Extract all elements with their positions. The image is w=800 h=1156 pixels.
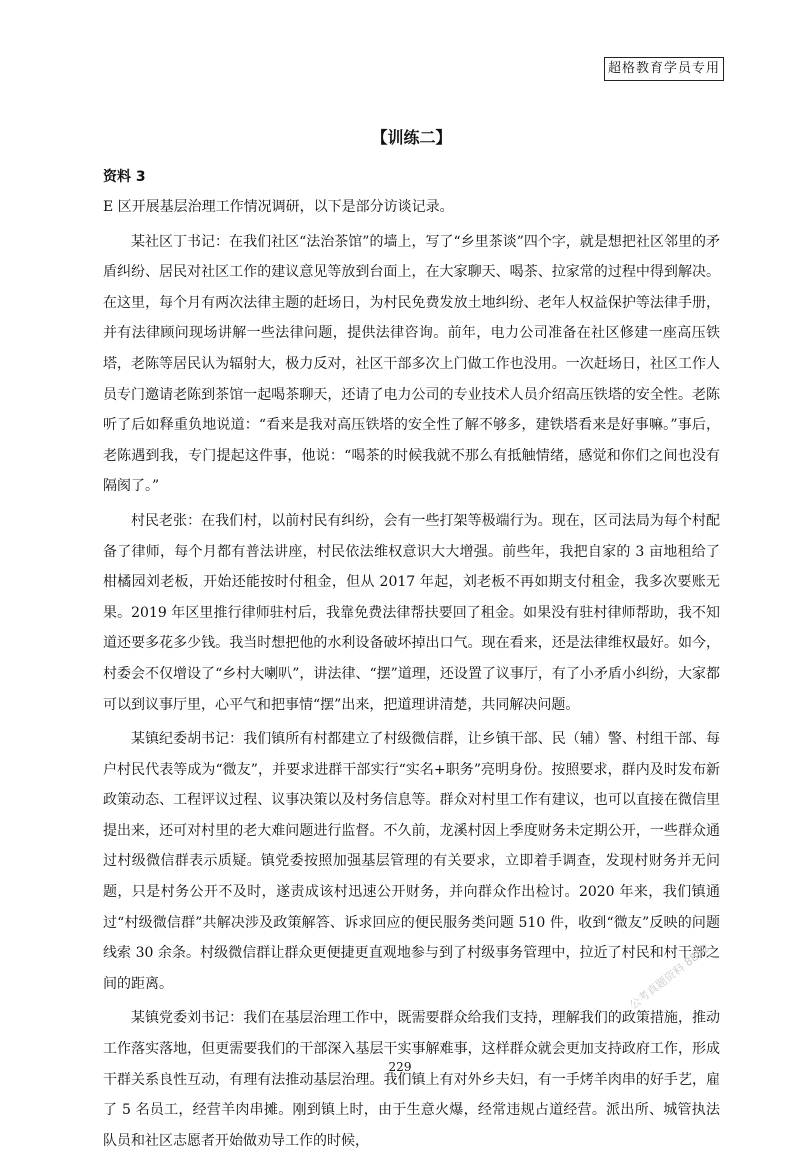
paragraph-zhang: 村民老张：在我们村，以前村民有纠纷，会有一些打架等极端行为。现在，区司法局为每个村配备了律师，每个月都有普法讲座，村民依法维权意识大大增强。前些年，我把自家的 3 亩地租给了柑橘园刘老板，开始还能按时付租金，但从 2017 年起，刘老板不再如期支付租金，我多次要账无果。2019 年区里推行律师驻村后，我靠免费法律帮扶要回了租金。如果没有驻村律师帮助，我不知道还要多花多少钱。我当时想把他的水利设备破坏掉出口气。现在看来，还是法律维权最好。如今，村委会不仅增设了“乡村大喇叭”，讲法律、“摆”道理，还设置了议事厅，有了小矛盾小纠纷，大家都可以到议事厅里，心平气和把事情“摆”出来，把道理讲清楚，共同解决问题。 xyxy=(103,512,720,713)
paragraph-hu: 某镇纪委胡书记：我们镇所有村都建立了村级微信群，让乡镇干部、民（辅）警、村组干部、每户村民代表等成为“微友”，并要求进群干部实行“实名+职务”亮明身份。按照要求，群内及时发布新政策动态、工程评议过程、议事决策以及村务信息等。群众对村里工作有建议，也可以直接在微信里提出来，还可对村里的老大难问题进行监督。不久前，龙溪村因上季度财务未定期公开，一些群众通过村级微信群表示质疑。镇党委按照加强基层管理的有关要求，立即着手调查，发现村财务并无问题，只是村务公开不及时，遂责成该村迅速公开财务，并向群众作出检讨。2020 年来，我们镇通过“村级微信群”共解决涉及政策解答、诉求回应的便民服务类问题 510 件，收到“微友”反映的问题线索 30 余条。村级微信群让群众更便捷更直观地参与到了村级事务管理中，拉近了村民和村干部之间的距离。 xyxy=(103,731,720,992)
section-heading: 资料 3 xyxy=(103,169,146,185)
paragraph-liu: 某镇党委刘书记：我们在基层治理工作中，既需要群众给我们支持，理解我们的政策措施，推动工作落实落地，但更需要我们的干部深入基层干实事解难事，这样群众就会更加支持政府工作，形成干群关系良性互动，有理有法推动基层治理。我们镇上有对外乡夫妇，有一手烤羊肉串的好手艺，雇了 5 名员工，经营羊肉串摊。刚到镇上时，由于生意火爆，经常违规占道经营。派出所、城管执法队员和社区志愿者开始做劝导工作的时候， xyxy=(103,1010,720,1149)
paragraph-ding: 某社区丁书记：在我们社区“法治茶馆”的墙上，写了“乡里茶谈”四个字，就是想把社区邻里的矛盾纠纷、居民对社区工作的建议意见等放到台面上，在大家聊天、喝茶、拉家常的过程中得到解决。在这里，每个月有两次法律主题的赶场日，为村民免费发放土地纠纷、老年人权益保护等法律手册，并有法律顾问现场讲解一些法律问题，提供法律咨询。前年，电力公司准备在社区修建一座高压铁塔，老陈等居民认为辐射大，极力反对，社区干部多次上门做工作也没用。一次赶场日，社区工作人员专门邀请老陈到茶馆一起喝茶聊天，还请了电力公司的专业技术人员介绍高压铁塔的安全性。老陈听了后如释重负地说道：“看来是我对高压铁塔的安全性了解不够多，建铁塔看来是好事嘛。”事后，老陈遇到我，专门提起这件事，他说：“喝茶的时候我就不那么有抵触情绪，感觉和你们之间也没有隔阂了。” xyxy=(103,233,720,495)
exercise-title: 【训练二】 xyxy=(371,128,452,147)
exclusive-use-badge: 超格教育学员专用 xyxy=(604,57,724,81)
intro-paragraph: E 区开展基层治理工作情况调研，以下是部分访谈记录。 xyxy=(103,199,454,215)
watermark: 公考真题资料 8862 xyxy=(627,941,713,1012)
page-number: 229 xyxy=(388,1060,412,1074)
